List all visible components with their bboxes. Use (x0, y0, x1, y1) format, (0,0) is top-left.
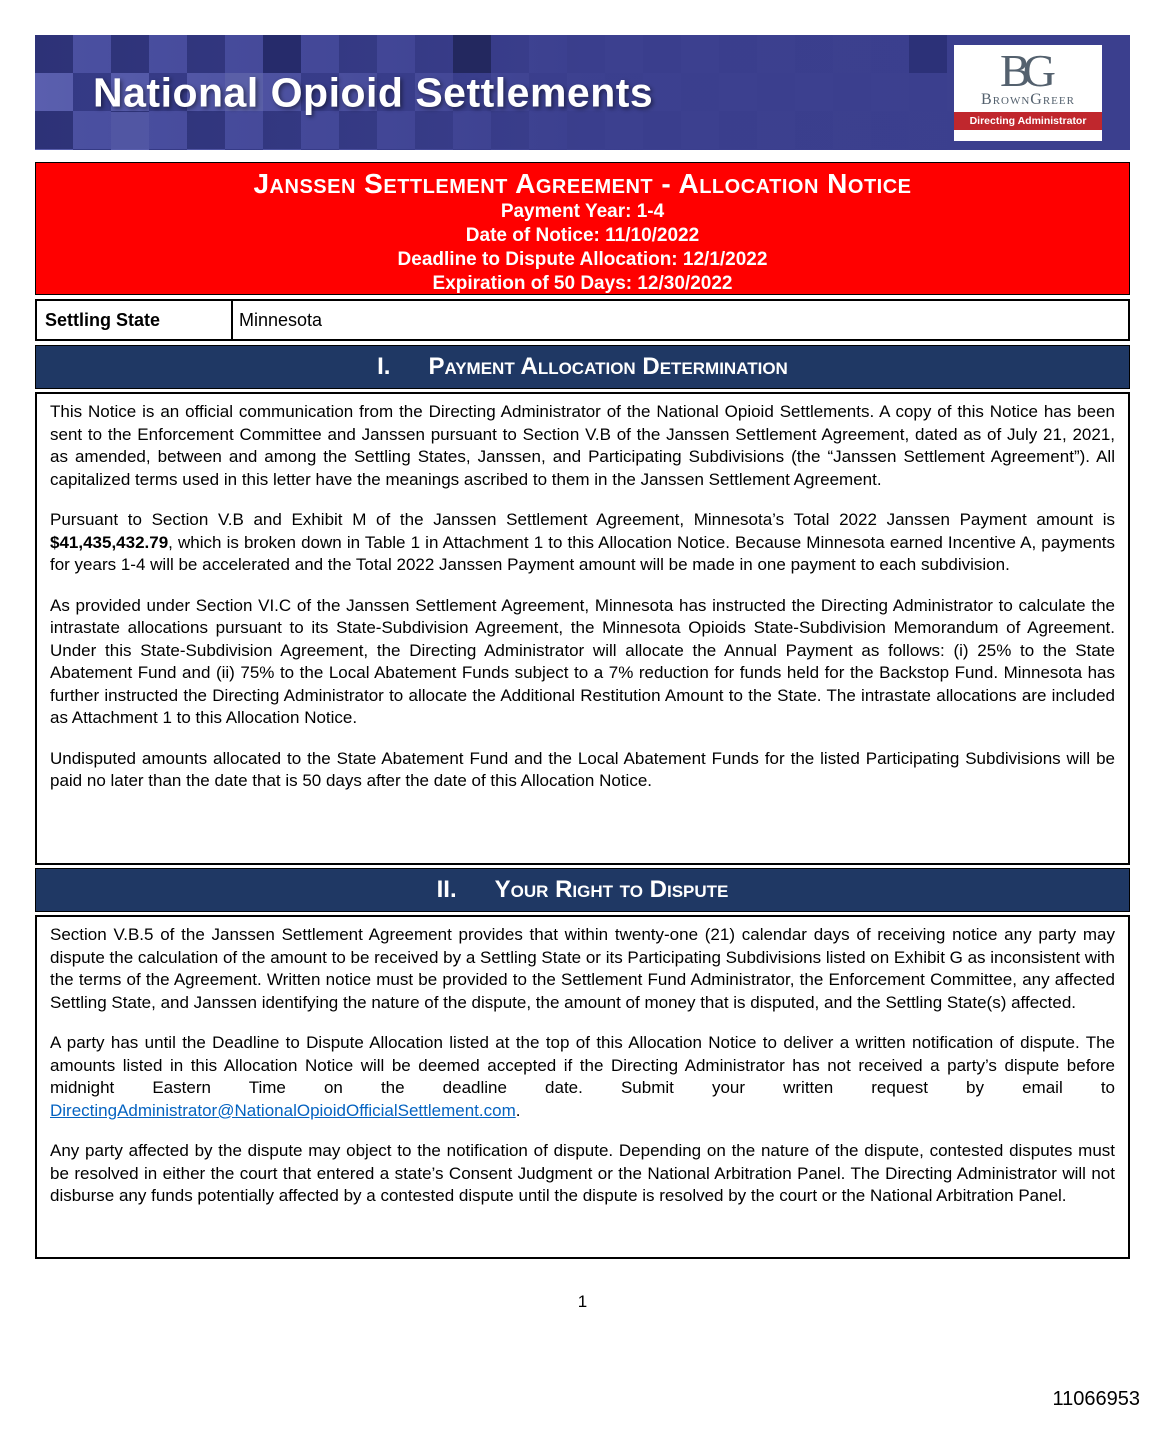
section-1-header (35, 345, 1130, 389)
notice-expiration: Expiration of 50 Days: 12/30/2022 (432, 273, 733, 294)
settling-state-row (35, 299, 1130, 341)
section-2-body (35, 915, 1130, 1259)
mosaic-tile (111, 112, 149, 150)
section-2-header (35, 868, 1130, 912)
logo-name: BrownGreer (981, 91, 1075, 108)
paragraph (50, 1032, 1115, 1122)
paragraph-text: . (515, 1100, 521, 1120)
notice-date: Date of Notice: 11/10/2022 (465, 225, 700, 246)
notice-dispute-deadline: Deadline to Dispute Allocation: 12/1/2022 (397, 249, 768, 270)
notice-banner (35, 162, 1130, 295)
paragraph: Undisputed amounts allocated to the State Abatement Fund and the Local Abatement Funds for the listed Participating Subdivisions will be paid no later than the date that is 50 days after the date of this Allocation Notice. (50, 748, 1115, 790)
brand-title: National Opioid Settlements (93, 69, 654, 115)
notice-title: Janssen Settlement Agreement - Allocation Notice (253, 168, 912, 199)
section-2-title: Your Right to Dispute (494, 876, 729, 903)
dispute-email-link[interactable]: DirectingAdministrator@NationalOpioidOfficialSettlement.com (50, 1100, 516, 1120)
paragraph-text: Pursuant to Section V.B and Exhibit M of the Janssen Settlement Agreement, Minnesota’s Total 2022 Janssen Payment amount is (50, 510, 1115, 529)
mosaic-tile (453, 35, 491, 73)
settling-state-value: Minnesota (239, 309, 323, 330)
section-1-body (35, 392, 1130, 865)
mosaic-tile (263, 35, 301, 73)
logo-letter-b: B (1000, 45, 1031, 96)
document-id: 11066953 (1052, 1388, 1140, 1410)
notice-payment-year: Payment Year: 1-4 (500, 201, 665, 222)
paragraph: This Notice is an official communication from the Directing Administrator of the National Opioid Settlements. A copy of this Notice has been sent to the Enforcement Committee and Janssen pursuant to Section V.B of the Janssen Settlement Agreement, dated as of July 21, 2021, as amended, between and among the Settling States, Janssen, and Participating Subdivisions (the “Janssen Settlement Agreement”). All capitalized terms used in this letter have the meanings ascribed to them in the Janssen Settlement Agreement. (50, 402, 1115, 489)
logo-letter-g: G (1022, 45, 1056, 96)
section-2-number: II. (436, 876, 457, 903)
section-1-number: I. (377, 353, 391, 380)
browngreer-logo (954, 45, 1102, 141)
logo-tagline: Directing Administrator (954, 112, 1102, 130)
payment-amount: $41,435,432.79 (50, 532, 169, 552)
section-1-title: Payment Allocation Determination (428, 353, 788, 380)
logo-monogram (1000, 47, 1056, 95)
paragraph-text: A party has until the Deadline to Dispute Allocation listed at the top of this Allocation Notice to deliver a written notification of dispute. The amounts listed in this Allocation Notice will be deemed accepted if the Directing Administrator has not received a party’s dispute before midnight Eastern Time on the deadline date. Submit your written request by email to (50, 1033, 1115, 1097)
paragraph (50, 509, 1115, 577)
mosaic-tile (909, 35, 947, 73)
paragraph: Any party affected by the dispute may object to the notification of dispute. Depending on the nature of the dispute, contested disputes must be resolved in either the court that entered a state’s Consent Judgment or the National Arbitration Panel. The Directing Administrator will not disburse any funds potentially affected by a contested dispute until the dispute is resolved by the court or the National Arbitration Panel. (50, 1141, 1115, 1205)
page-number: 1 (577, 1292, 588, 1311)
header-banner (35, 35, 1130, 150)
paragraph-text: , which is broken down in Table 1 in Attachment 1 to this Allocation Notice. Because Minnesota earned Incentive A, payments for years 1-4 will be accelerated and the Total 2022 Janssen Payment amount will be made in one payment to each subdivision. (50, 532, 1115, 574)
paragraph: As provided under Section VI.C of the Janssen Settlement Agreement, Minnesota has instructed the Directing Administrator to calculate the intrastate allocations pursuant to its State-Subdivision Agreement, the Minnesota Opioids State-Subdivision Memorandum of Agreement. Under this State-Subdivision Agreement, the Directing Administrator will allocate the Annual Payment as follows: (i) 25% to the State Abatement Fund and (ii) 75% to the Local Abatement Funds subject to a 7% reduction for funds held for the Backstop Fund. Minnesota has further instructed the Directing Administrator to allocate the Additional Restitution Amount to the State. The intrastate allocations are included as Attachment 1 to this Allocation Notice. (50, 595, 1115, 727)
settling-state-label: Settling State (37, 301, 233, 339)
paragraph: Section V.B.5 of the Janssen Settlement Agreement provides that within twenty-one (21) calendar days of receiving notice any party may dispute the calculation of the amount to be received by a Settling State or its Participating Subdivisions listed on Exhibit G as inconsistent with the terms of the Agreement. Written notice must be provided to the Settlement Fund Administrator, the Enforcement Committee, any affected Settling State, and Janssen identifying the nature of the dispute, the amount of money that is disputed, and the Settling State(s) affected. (50, 925, 1115, 1012)
